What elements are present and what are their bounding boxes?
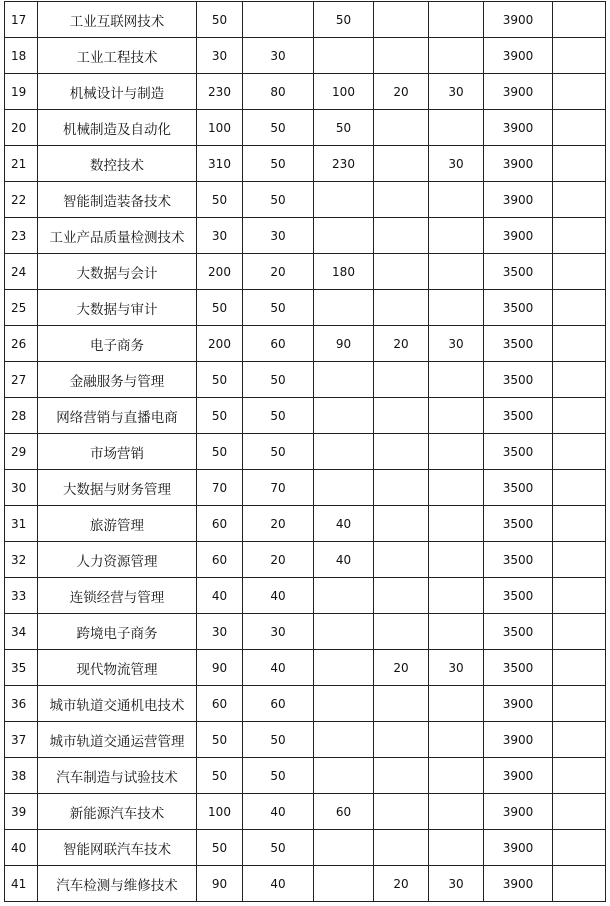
row-number: 28 [5,398,38,434]
quota-col-2 [314,578,374,614]
row-number: 29 [5,434,38,470]
quota-col-1: 40 [243,578,314,614]
major-name: 电子商务 [38,326,197,362]
table-row [5,110,606,146]
tuition-fee: 3900 [484,146,553,182]
table-row [5,542,606,578]
major-name: 大数据与会计 [38,254,197,290]
total-quota: 50 [197,722,243,758]
quota-col-1: 50 [243,290,314,326]
quota-col-1: 50 [243,362,314,398]
quota-col-1: 70 [243,470,314,506]
quota-col-2 [314,38,374,74]
major-name: 现代物流管理 [38,650,197,686]
tuition-fee: 3500 [484,326,553,362]
note-cell [553,506,606,542]
quota-col-3 [374,146,429,182]
quota-col-2: 90 [314,326,374,362]
quota-col-2 [314,470,374,506]
row-number: 38 [5,758,38,794]
table-row [5,146,606,182]
row-number: 22 [5,182,38,218]
quota-col-2: 60 [314,794,374,830]
note-cell [553,326,606,362]
quota-col-3 [374,686,429,722]
row-number: 20 [5,110,38,146]
quota-col-4 [429,398,484,434]
major-name: 大数据与审计 [38,290,197,326]
row-number: 40 [5,830,38,866]
tuition-fee: 3900 [484,2,553,38]
tuition-fee: 3900 [484,758,553,794]
major-name: 智能制造装备技术 [38,182,197,218]
note-cell [553,794,606,830]
quota-col-4 [429,434,484,470]
note-cell [553,758,606,794]
quota-col-3: 20 [374,650,429,686]
quota-col-1: 20 [243,254,314,290]
quota-col-1: 50 [243,722,314,758]
quota-col-4 [429,254,484,290]
tuition-fee: 3900 [484,74,553,110]
tuition-fee: 3900 [484,38,553,74]
quota-col-3 [374,506,429,542]
quota-col-3 [374,182,429,218]
major-name: 机械制造及自动化 [38,110,197,146]
quota-col-4 [429,2,484,38]
quota-col-3 [374,614,429,650]
quota-col-1: 50 [243,830,314,866]
table-row [5,74,606,110]
quota-col-1: 80 [243,74,314,110]
row-number: 36 [5,686,38,722]
quota-col-3 [374,470,429,506]
quota-col-4 [429,38,484,74]
quota-col-4: 30 [429,74,484,110]
table-row [5,254,606,290]
row-number: 18 [5,38,38,74]
row-number: 26 [5,326,38,362]
quota-col-3 [374,542,429,578]
quota-col-1: 40 [243,794,314,830]
quota-col-1: 50 [243,146,314,182]
tuition-fee: 3500 [484,614,553,650]
tuition-fee: 3900 [484,722,553,758]
tuition-fee: 3500 [484,542,553,578]
row-number: 21 [5,146,38,182]
table-row [5,470,606,506]
tuition-fee: 3500 [484,290,553,326]
total-quota: 200 [197,254,243,290]
quota-col-1: 60 [243,326,314,362]
quota-col-2 [314,434,374,470]
quota-col-2 [314,398,374,434]
quota-col-3 [374,38,429,74]
major-name: 机械设计与制造 [38,74,197,110]
row-number: 33 [5,578,38,614]
row-number: 25 [5,290,38,326]
quota-col-4 [429,722,484,758]
row-number: 27 [5,362,38,398]
quota-col-3 [374,110,429,146]
note-cell [553,38,606,74]
quota-col-2 [314,614,374,650]
note-cell [553,614,606,650]
table-row [5,218,606,254]
tuition-fee: 3500 [484,650,553,686]
table-row [5,650,606,686]
quota-col-2 [314,362,374,398]
table-row [5,434,606,470]
enrollment-table [4,1,606,902]
quota-col-3 [374,794,429,830]
quota-col-3 [374,434,429,470]
quota-col-2: 50 [314,110,374,146]
major-name: 市场营销 [38,434,197,470]
total-quota: 60 [197,686,243,722]
quota-col-2: 50 [314,2,374,38]
table-row [5,506,606,542]
total-quota: 100 [197,110,243,146]
tuition-fee: 3900 [484,182,553,218]
total-quota: 30 [197,38,243,74]
note-cell [553,542,606,578]
quota-col-3 [374,218,429,254]
note-cell [553,2,606,38]
major-name: 金融服务与管理 [38,362,197,398]
quota-col-4 [429,218,484,254]
major-name: 工业产品质量检测技术 [38,218,197,254]
quota-col-1: 50 [243,758,314,794]
quota-col-3 [374,254,429,290]
quota-col-3: 20 [374,326,429,362]
table-row [5,866,606,902]
table-row [5,362,606,398]
row-number: 30 [5,470,38,506]
tuition-fee: 3900 [484,830,553,866]
total-quota: 50 [197,182,243,218]
quota-col-1: 50 [243,110,314,146]
row-number: 34 [5,614,38,650]
total-quota: 30 [197,614,243,650]
table-row [5,830,606,866]
table-row [5,794,606,830]
note-cell [553,146,606,182]
major-name: 汽车检测与维修技术 [38,866,197,902]
table-body [5,2,606,902]
quota-col-2 [314,758,374,794]
total-quota: 50 [197,398,243,434]
table-row [5,614,606,650]
row-number: 24 [5,254,38,290]
total-quota: 50 [197,362,243,398]
major-name: 网络营销与直播电商 [38,398,197,434]
quota-col-1: 30 [243,218,314,254]
quota-col-1: 30 [243,614,314,650]
table-row [5,686,606,722]
tuition-fee: 3900 [484,218,553,254]
tuition-fee: 3500 [484,362,553,398]
quota-col-1: 20 [243,542,314,578]
row-number: 32 [5,542,38,578]
row-number: 35 [5,650,38,686]
quota-col-2 [314,830,374,866]
quota-col-2 [314,866,374,902]
quota-col-1: 50 [243,398,314,434]
quota-col-2: 40 [314,542,374,578]
note-cell [553,650,606,686]
table-row [5,326,606,362]
major-name: 城市轨道交通机电技术 [38,686,197,722]
tuition-fee: 3900 [484,686,553,722]
tuition-fee: 3900 [484,110,553,146]
quota-col-2 [314,290,374,326]
quota-col-3: 20 [374,74,429,110]
quota-col-4 [429,110,484,146]
note-cell [553,830,606,866]
total-quota: 230 [197,74,243,110]
major-name: 大数据与财务管理 [38,470,197,506]
table-row [5,722,606,758]
total-quota: 60 [197,506,243,542]
note-cell [553,470,606,506]
total-quota: 90 [197,866,243,902]
major-name: 数控技术 [38,146,197,182]
major-name: 连锁经营与管理 [38,578,197,614]
major-name: 城市轨道交通运营管理 [38,722,197,758]
tuition-fee: 3500 [484,254,553,290]
quota-col-4 [429,542,484,578]
quota-col-1: 40 [243,866,314,902]
note-cell [553,434,606,470]
note-cell [553,866,606,902]
quota-col-1: 50 [243,434,314,470]
quota-col-1: 50 [243,182,314,218]
table-row [5,38,606,74]
table-row [5,398,606,434]
note-cell [553,686,606,722]
quota-col-1: 20 [243,506,314,542]
major-name: 工业互联网技术 [38,2,197,38]
row-number: 19 [5,74,38,110]
major-name: 跨境电子商务 [38,614,197,650]
note-cell [553,254,606,290]
quota-col-4 [429,362,484,398]
quota-col-4 [429,182,484,218]
major-name: 新能源汽车技术 [38,794,197,830]
quota-col-3 [374,290,429,326]
quota-col-4 [429,290,484,326]
quota-col-4: 30 [429,146,484,182]
quota-col-2: 40 [314,506,374,542]
total-quota: 40 [197,578,243,614]
tuition-fee: 3500 [484,506,553,542]
row-number: 37 [5,722,38,758]
total-quota: 60 [197,542,243,578]
tuition-fee: 3500 [484,398,553,434]
quota-col-4 [429,794,484,830]
note-cell [553,110,606,146]
total-quota: 50 [197,2,243,38]
row-number: 23 [5,218,38,254]
major-name: 旅游管理 [38,506,197,542]
quota-col-3 [374,830,429,866]
quota-col-2 [314,218,374,254]
table-row [5,290,606,326]
quota-col-2 [314,650,374,686]
quota-col-2: 230 [314,146,374,182]
note-cell [553,398,606,434]
total-quota: 30 [197,218,243,254]
tuition-fee: 3900 [484,794,553,830]
note-cell [553,362,606,398]
total-quota: 50 [197,830,243,866]
quota-col-3 [374,2,429,38]
quota-col-1: 40 [243,650,314,686]
quota-col-4 [429,758,484,794]
total-quota: 50 [197,434,243,470]
quota-col-3: 20 [374,866,429,902]
row-number: 17 [5,2,38,38]
quota-col-3 [374,758,429,794]
quota-col-4: 30 [429,326,484,362]
note-cell [553,218,606,254]
table-row [5,182,606,218]
quota-col-4 [429,614,484,650]
quota-col-2 [314,686,374,722]
total-quota: 50 [197,758,243,794]
total-quota: 70 [197,470,243,506]
major-name: 汽车制造与试验技术 [38,758,197,794]
row-number: 41 [5,866,38,902]
note-cell [553,290,606,326]
row-number: 31 [5,506,38,542]
tuition-fee: 3500 [484,434,553,470]
quota-col-3 [374,578,429,614]
note-cell [553,74,606,110]
major-name: 智能网联汽车技术 [38,830,197,866]
row-number: 39 [5,794,38,830]
quota-col-1: 60 [243,686,314,722]
major-name: 人力资源管理 [38,542,197,578]
quota-col-4 [429,506,484,542]
quota-col-4 [429,686,484,722]
quota-col-4: 30 [429,650,484,686]
quota-col-4 [429,578,484,614]
tuition-fee: 3900 [484,866,553,902]
quota-col-2: 180 [314,254,374,290]
total-quota: 50 [197,290,243,326]
quota-col-2 [314,722,374,758]
total-quota: 200 [197,326,243,362]
quota-col-2 [314,182,374,218]
table-row [5,758,606,794]
quota-col-3 [374,362,429,398]
note-cell [553,578,606,614]
quota-col-1: 30 [243,38,314,74]
table-row [5,2,606,38]
total-quota: 100 [197,794,243,830]
table-row [5,578,606,614]
tuition-fee: 3500 [484,470,553,506]
quota-col-3 [374,398,429,434]
total-quota: 310 [197,146,243,182]
major-name: 工业工程技术 [38,38,197,74]
quota-col-4: 30 [429,866,484,902]
total-quota: 90 [197,650,243,686]
quota-col-4 [429,470,484,506]
quota-col-2: 100 [314,74,374,110]
tuition-fee: 3500 [484,578,553,614]
note-cell [553,182,606,218]
quota-col-4 [429,830,484,866]
note-cell [553,722,606,758]
quota-col-3 [374,722,429,758]
quota-col-1 [243,2,314,38]
